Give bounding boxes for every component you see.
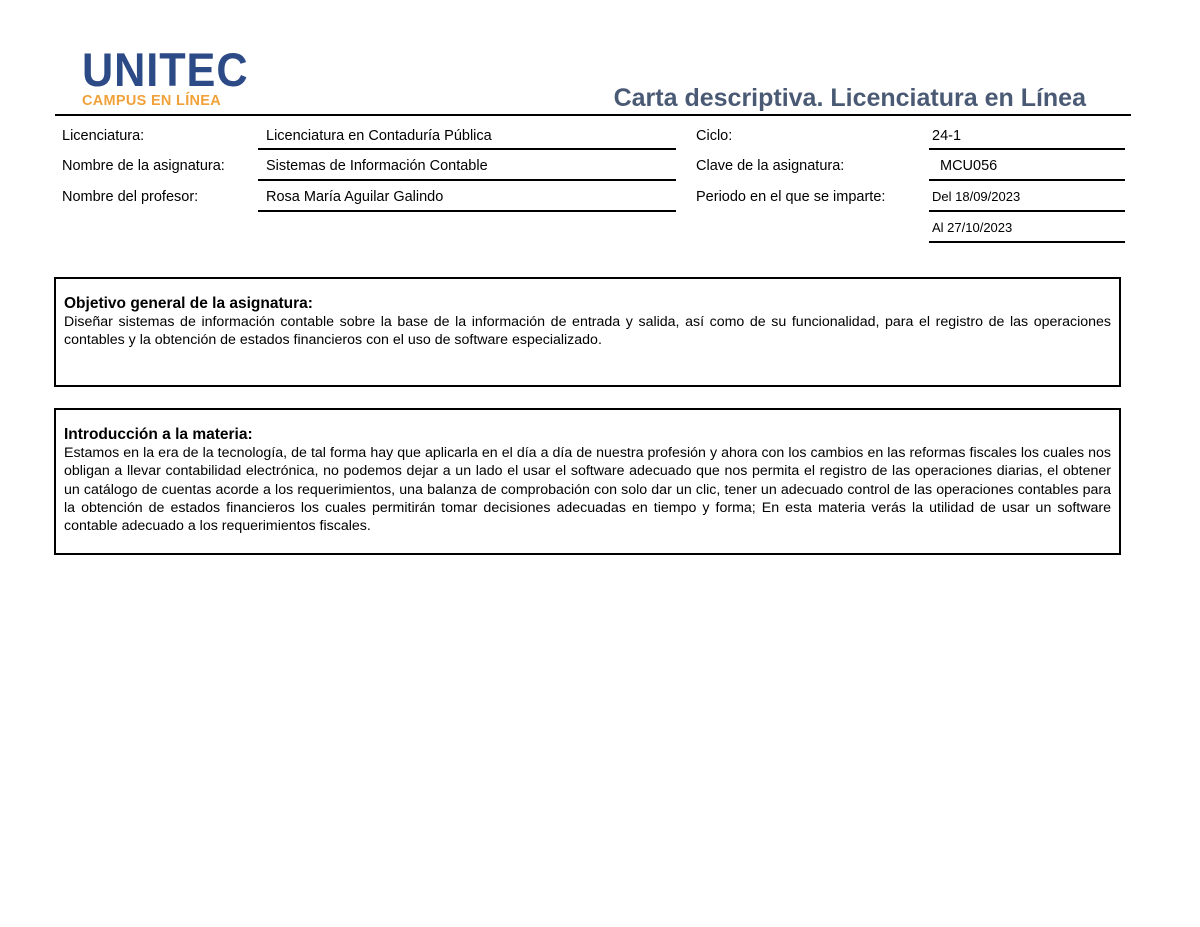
licenciatura-underline [258,148,676,150]
profesor-value: Rosa María Aguilar Galindo [266,189,444,205]
introduccion-section [54,408,1121,555]
periodo-end-date: Al 27/10/2023 [932,220,1013,235]
objetivo-text: Diseñar sistemas de información contable sobre la base de la información de entrada y salida, así como de su funcionalidad, para el registro de las operaciones contables y la obtención de estados financieros con el uso de software especializado. [64,314,1111,349]
introduccion-text: Estamos en la era de la tecnología, de tal forma hay que aplicarla en el día a día de nuestra profesión y ahora con los cambios en las reformas fiscales los cuales nos obligan a llevar contabilidad electrónica, no podemos dejar a un lado el usar el software adecuado que nos permita el registro de las operaciones diarias, el obtener un catálogo de cuentas acorde a los requerimientos, una balanza de comprobación con solo dar un clic, tener un adecuado control de las operaciones contables para la obtención de estados financieros los cuales permitirán tomar decisiones adecuadas en tiempo y forma; En esta materia verás la utilidad de usar un software contable adecuado a los requerimientos fiscales. [64,445,1111,535]
clave-value: MCU056 [940,158,998,174]
periodo-end-underline [929,241,1125,243]
profesor-underline [258,210,676,212]
document-title: Carta descriptiva. Licenciatura en Línea [613,84,1086,112]
introduccion-title: Introducción a la materia: [64,426,253,443]
ciclo-underline [929,148,1125,150]
logo-wordmark: UNITEC [82,43,249,96]
clave-label: Clave de la asignatura: [696,158,845,174]
title-divider [55,114,1131,116]
ciclo-label: Ciclo: [696,128,733,144]
objetivo-title: Objetivo general de la asignatura: [64,295,313,312]
objetivo-section [54,277,1121,387]
periodo-start-date: Del 18/09/2023 [932,189,1021,204]
profesor-label: Nombre del profesor: [62,189,199,205]
clave-underline [929,179,1125,181]
asignatura-label: Nombre de la asignatura: [62,158,225,174]
asignatura-value: Sistemas de Información Contable [266,158,488,174]
licenciatura-value: Licenciatura en Contaduría Pública [266,128,492,144]
unitec-logo [82,43,252,109]
periodo-label: Periodo en el que se imparte: [696,189,886,205]
asignatura-underline [258,179,676,181]
periodo-start-underline [929,210,1125,212]
logo-subtitle: CAMPUS EN LÍNEA [82,93,222,109]
ciclo-value: 24-1 [932,128,962,144]
licenciatura-label: Licenciatura: [62,128,145,144]
